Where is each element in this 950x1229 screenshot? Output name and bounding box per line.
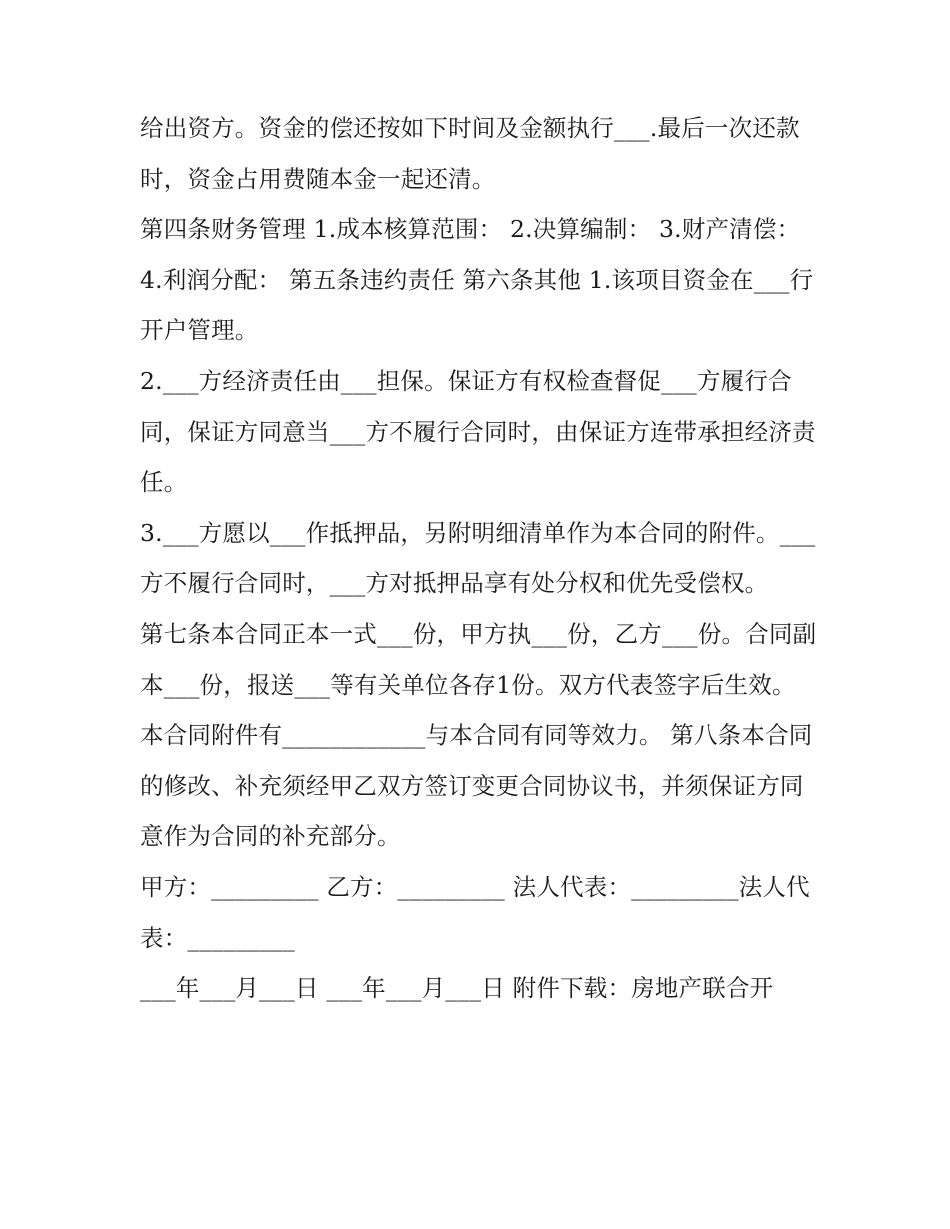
paragraph-article-7: 第七条本合同正本一式___份，甲方执___份，乙方___份。合同副本___份，报送___等有关单位各存1份。双方代表签字后生效。: [140, 619, 817, 699]
paragraph-article-4-6: 第四条财务管理 1.成本核算范围： 2.决算编制： 3.财产清偿：4.利润分配： 第五条违约责任 第六条其他 1.该项目资金在___行开户管理。: [140, 215, 814, 345]
paragraph-repayment: 给出资方。资金的偿还按如下时间及金额执行___.最后一次还款时，资金占用费随本金一起还清。: [140, 114, 800, 193]
paragraph-collateral: 3.___方愿以___作抵押品，另附明细清单作为本合同的附件。___方不履行合同时，___方对抵押品享有处分权和优先受偿权。: [140, 518, 816, 598]
paragraph-article-8: 本合同附件有____________与本合同有同等效力。 第八条本合同的修改、补充须经甲乙双方签订变更合同协议书，并须保证方同意作为合同的补充部分。: [140, 721, 813, 851]
paragraph-signatures: 甲方：_________ 乙方：_________ 法人代表：_________法人代表：_________: [140, 872, 810, 952]
contract-text: [140, 103, 820, 1014]
paragraph-guarantee: 2.___方经济责任由___担保。保证方有权检查督促___方履行合同，保证方同意当___方不履行合同时，由保证方连带承担经济责任。: [140, 366, 816, 497]
paragraph-dates: ___年___月___日 ___年___月___日 附件下载：房地产联合开: [140, 974, 774, 1003]
